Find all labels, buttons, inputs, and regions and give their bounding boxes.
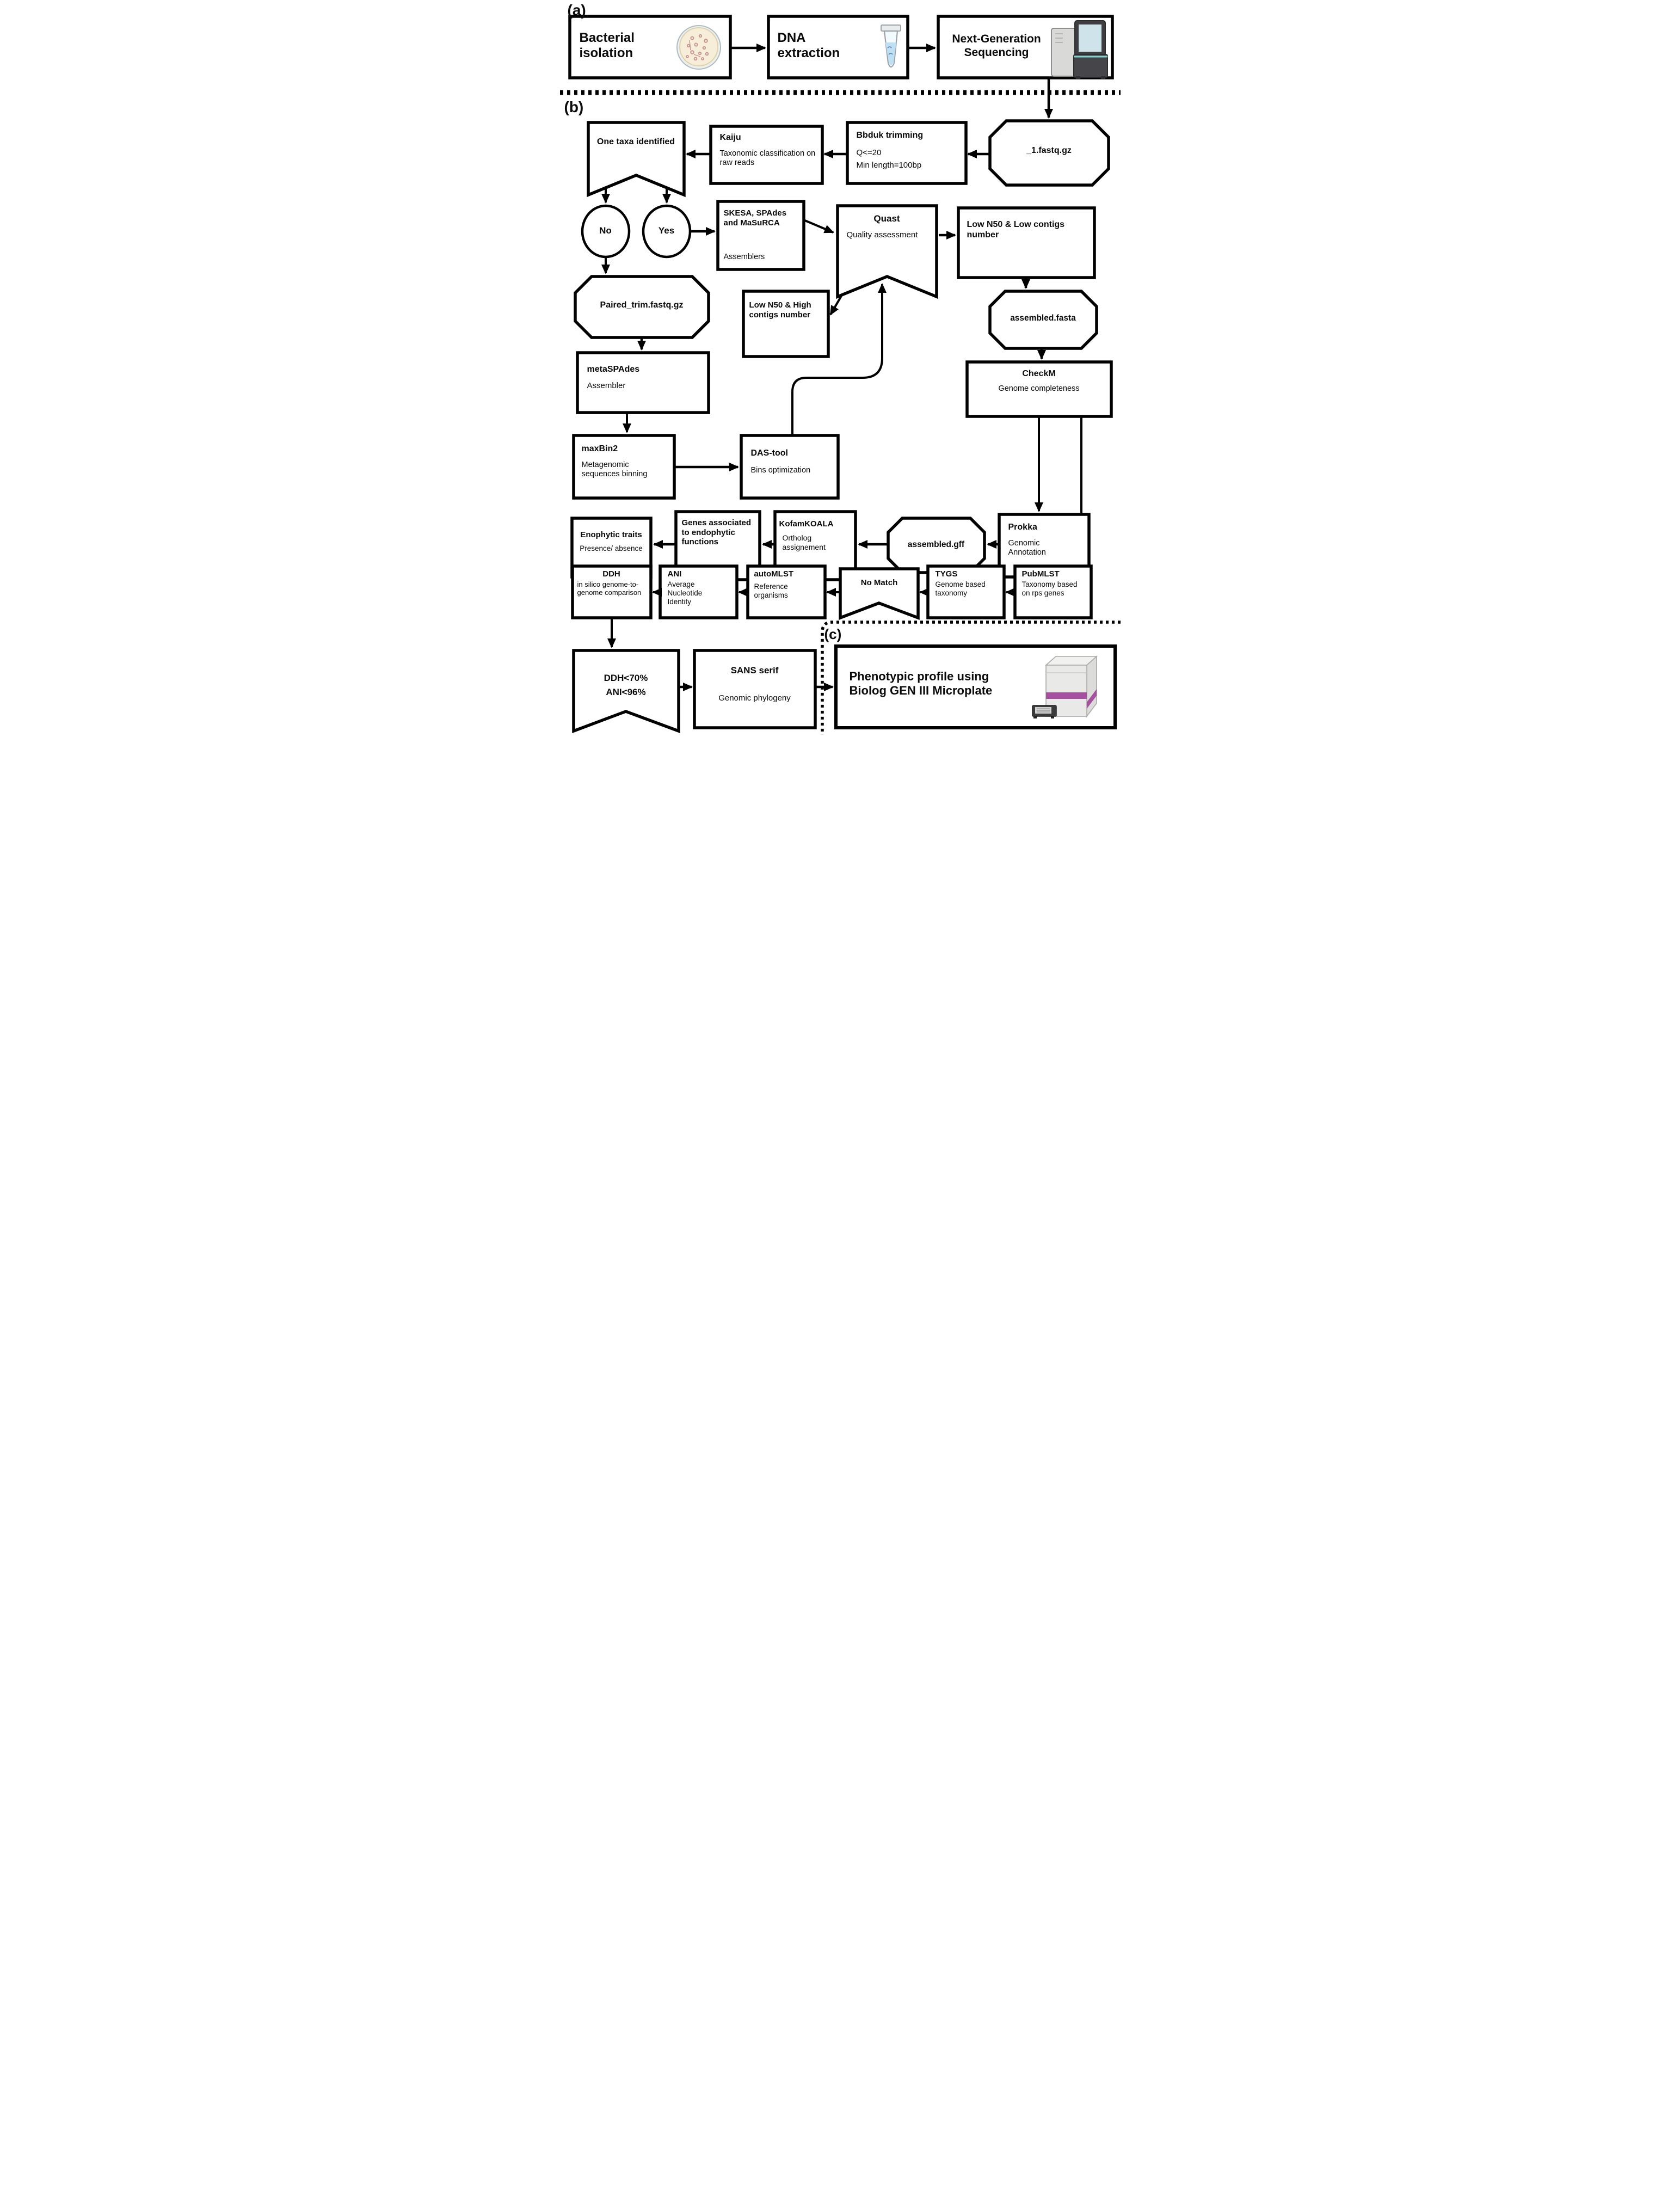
section-a-label: (a) xyxy=(567,2,586,19)
maxbin2-title: maxBin2 xyxy=(581,444,618,453)
ani-title: ANI xyxy=(667,569,682,579)
checkm-subtitle: Genome completeness xyxy=(998,384,1080,393)
assemblers-subtitle: Assemblers xyxy=(723,253,765,261)
kaiju-title: Kaiju xyxy=(719,133,741,142)
ddh-subtitle: in silico genome-to-genome comparison xyxy=(577,580,642,597)
prokka-title: Prokka xyxy=(1008,523,1037,532)
yes-label: Yes xyxy=(658,225,675,236)
sans-serif-subtitle: Genomic phylogeny xyxy=(718,693,791,703)
flowchart-canvas xyxy=(560,0,1121,735)
no-match-label: No Match xyxy=(860,578,898,587)
das-tool-title: DAS-tool xyxy=(750,449,788,458)
bbduk-line2: Min length=100bp xyxy=(856,161,922,170)
one-taxa-label: One taxa identified xyxy=(596,137,675,146)
bbduk-line1: Q<=20 xyxy=(856,148,882,157)
tygs-title: TYGS xyxy=(935,569,958,579)
ani-threshold-label: ANI<96% xyxy=(606,687,646,697)
kaiju-subtitle: Taxonomic classification on raw reads xyxy=(719,149,816,168)
bacterial-isolation-label: Bacterial isolation xyxy=(579,30,635,61)
dna-extraction-label: DNA extraction xyxy=(777,30,840,61)
quast-title: Quast xyxy=(873,213,900,224)
paired-trim-label: Paired_trim.fastq.gz xyxy=(600,300,684,310)
no-match-banner xyxy=(840,569,918,618)
fastq-file-label: _1.fastq.gz xyxy=(1026,146,1072,155)
section-b-label: (b) xyxy=(564,99,584,115)
das-tool-subtitle: Bins optimization xyxy=(750,466,811,475)
sans-serif-title: SANS serif xyxy=(730,665,779,675)
automlst-subtitle: Reference organisms xyxy=(754,582,788,599)
one-taxa-banner xyxy=(588,122,684,195)
bbduk-title: Bbduk trimming xyxy=(856,131,924,140)
kofamkoala-subtitle: Ortholog assignement xyxy=(782,533,826,551)
section-c-label: (c) xyxy=(824,626,842,642)
pubmlst-title: PubMLST xyxy=(1021,569,1060,579)
figure-page xyxy=(560,0,1121,735)
assembled-gff-label: assembled.gff xyxy=(907,540,965,549)
metaspades-subtitle: Assembler xyxy=(587,381,626,390)
assemblers-title: SKESA, SPAdes and MaSuRCA xyxy=(723,208,787,228)
metaspades-title: metaSPAdes xyxy=(587,365,640,374)
prokka-subtitle: Genomic Annotation xyxy=(1008,539,1046,557)
pubmlst-subtitle: Taxonomy based on rps genes xyxy=(1021,580,1078,597)
assembled-fasta-label: assembled.fasta xyxy=(1010,314,1076,323)
petri-dish-icon xyxy=(677,26,721,69)
ddh-title: DDH xyxy=(602,569,620,579)
no-label: No xyxy=(599,225,612,236)
phenotypic-label: Phenotypic profile using Biolog GEN III Microplate xyxy=(849,670,993,697)
quast-subtitle: Quality assessment xyxy=(846,230,918,239)
ani-subtitle: Average Nucleotide Identity xyxy=(667,580,703,606)
ddh-threshold-label: DDH<70% xyxy=(604,673,648,683)
automlst-title: autoMLST xyxy=(754,569,793,579)
tygs-subtitle: Genome based taxonomy xyxy=(935,580,986,597)
ngs-label: Next-Generation Sequencing xyxy=(952,33,1041,59)
low-n50-low-contigs-label: Low N50 & Low contigs number xyxy=(967,220,1065,239)
arrow-assemblers-to-quast xyxy=(805,220,833,232)
genes-endophytic-label: Genes associated to endophytic functions xyxy=(681,518,752,547)
enophytic-traits-title: Enophytic traits xyxy=(580,530,642,539)
sequencer-icon xyxy=(1051,21,1107,79)
maxbin2-subtitle: Metagenomic sequences binning xyxy=(581,460,648,479)
low-n50-low-contigs-box xyxy=(958,208,1094,278)
sans-serif-box xyxy=(694,650,815,728)
low-n50-high-contigs-label: Low N50 & High contigs number xyxy=(749,300,811,320)
enophytic-traits-subtitle: Presence/ absence xyxy=(580,544,643,552)
kofamkoala-title: KofamKOALA xyxy=(779,519,834,529)
checkm-title: CheckM xyxy=(1022,369,1056,378)
